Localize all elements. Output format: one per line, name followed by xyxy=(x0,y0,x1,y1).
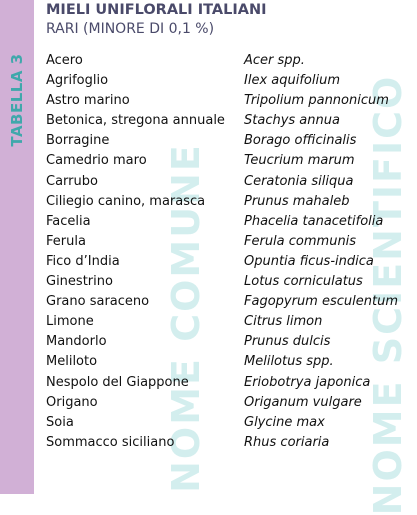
scientific-name-cell: Stachys annua xyxy=(244,113,340,129)
scientific-name-cell: Rhus coriaria xyxy=(244,434,330,450)
table-row xyxy=(46,111,416,131)
common-name-cell: Borragine xyxy=(46,133,110,149)
table-row xyxy=(46,91,416,111)
table-row xyxy=(46,51,416,71)
table-row xyxy=(46,393,416,413)
common-name-cell: Nespolo del Giappone xyxy=(46,374,189,390)
common-name-cell: Astro marino xyxy=(46,93,130,109)
common-name-cell: Origano xyxy=(46,394,98,410)
column-watermark-scientific-name: NOME SCIENTIFICO xyxy=(366,74,410,515)
common-name-cell: Acero xyxy=(46,53,83,68)
common-name-cell: Soia xyxy=(46,414,74,430)
common-name-cell: Sommacco siciliano xyxy=(46,434,175,450)
scientific-name-cell: Tripolium pannonicum xyxy=(244,93,389,109)
scientific-name-cell: Ceratonia siliqua xyxy=(244,173,354,189)
common-name-cell: Agrifoglio xyxy=(46,73,109,89)
scientific-name-cell: Lotus corniculatus xyxy=(244,274,363,290)
scientific-name-cell: Fagopyrum esculentum xyxy=(244,294,398,310)
common-name-cell: Ciliegio canino, marasca xyxy=(46,193,206,209)
table-row xyxy=(46,312,416,332)
table-row xyxy=(46,373,416,393)
scientific-name-cell: Prunus dulcis xyxy=(244,334,331,350)
table-row xyxy=(46,413,416,433)
common-name-cell: Meliloto xyxy=(46,354,98,370)
table-subtitle: RARI (MINORE DI 0,1 %) xyxy=(46,21,215,37)
column-watermark-common-name: NOME COMUNE xyxy=(164,143,208,493)
scientific-name-cell: Acer spp. xyxy=(244,53,305,68)
common-name-cell: Mandorlo xyxy=(46,334,107,350)
table-row xyxy=(46,192,416,212)
scientific-name-cell: Opuntia ficus-indica xyxy=(244,253,374,269)
common-name-cell: Carrubo xyxy=(46,173,98,189)
common-name-cell: Camedrio maro xyxy=(46,153,147,169)
table-row xyxy=(46,151,416,171)
common-name-cell: Betonica, stregona annuale xyxy=(46,113,225,129)
table-row xyxy=(46,252,416,272)
table-row xyxy=(46,172,416,192)
table-row xyxy=(46,332,416,352)
table-title: MIELI UNIFLORALI ITALIANI xyxy=(46,2,267,18)
scientific-name-cell: Glycine max xyxy=(244,414,325,430)
scientific-name-cell: Phacelia tanacetifolia xyxy=(244,213,384,229)
table-row xyxy=(46,272,416,292)
common-name-cell: Facelia xyxy=(46,213,91,229)
table-row xyxy=(46,352,416,372)
table-number-label: TABELLA 3 xyxy=(8,53,26,147)
scientific-name-cell: Prunus mahaleb xyxy=(244,193,350,209)
scientific-name-cell: Origanum vulgare xyxy=(244,394,362,410)
scientific-name-cell: Melilotus spp. xyxy=(244,354,334,370)
scientific-name-cell: Ferula communis xyxy=(244,233,357,249)
table-row xyxy=(46,433,416,453)
scientific-name-cell: Borago officinalis xyxy=(244,133,357,149)
table-row xyxy=(46,292,416,312)
scientific-name-cell: Ilex aquifolium xyxy=(244,73,340,89)
common-name-cell: Grano saraceno xyxy=(46,294,150,310)
common-name-cell: Ginestrino xyxy=(46,274,113,290)
common-name-cell: Limone xyxy=(46,314,94,330)
common-name-cell: Ferula xyxy=(46,233,86,249)
table-row xyxy=(46,232,416,252)
scientific-name-cell: Citrus limon xyxy=(244,314,323,330)
table-row xyxy=(46,71,416,91)
scientific-name-cell: Eriobotrya japonica xyxy=(244,374,371,390)
table-sidebar xyxy=(0,0,34,494)
honey-table xyxy=(46,51,416,453)
scientific-name-cell: Teucrium marum xyxy=(244,153,355,169)
common-name-cell: Fico d’India xyxy=(46,253,120,269)
table-row xyxy=(46,212,416,232)
table-row xyxy=(46,131,416,151)
